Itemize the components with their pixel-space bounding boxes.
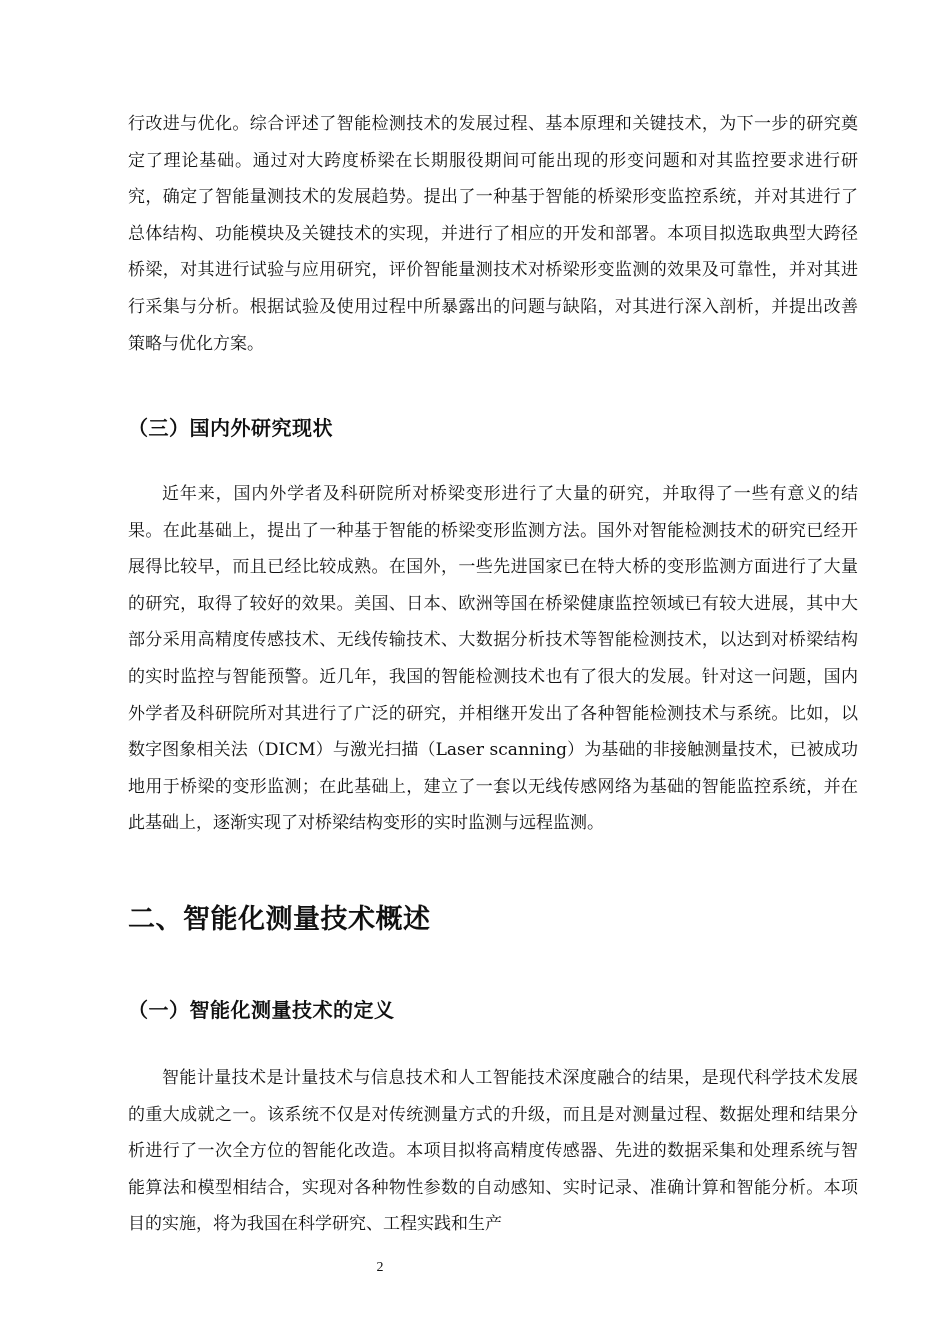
- chapter2-heading: 二、智能化测量技术概述: [128, 903, 431, 935]
- document-page: [128, 106, 858, 1243]
- intro-paragraph: 行改进与优化。综合评述了智能检测技术的发展过程、基本原理和关键技术，为下一步的研究奠定了理论基础。通过对大跨度桥梁在长期服役期间可能出现的形变问题和对其监控要求进行研究，确定了智能量测技术的发展趋势。提出了一种基于智能的桥梁形变监控系统，并对其进行了总体结构、功能模块及关键技术的实现，并进行了相应的开发和部署。本项目拟选取典型大跨径桥梁，对其进行试验与应用研究，评价智能量测技术对桥梁形变监测的效果及可靠性，并对其进行采集与分析。根据试验及使用过程中所暴露出的问题与缺陷，对其进行深入剖析，并提出改善策略与优化方案。: [128, 114, 858, 354]
- section1-heading: （一）智能化测量技术的定义: [128, 997, 395, 1022]
- page-number: 2: [376, 1260, 384, 1275]
- section1-paragraph: 智能计量技术是计量技术与信息技术和人工智能技术深度融合的结果，是现代科学技术发展的重大成就之一。该系统不仅是对传统测量方式的升级，而且是对测量过程、数据处理和结果分析进行了一次全方位的智能化改造。本项目拟将高精度传感器、先进的数据采集和处理系统与智能算法和模型相结合，实现对各种物性参数的自动感知、实时记录、准确计算和智能分析。本项目的实施，将为我国在科学研究、工程实践和生产: [128, 1067, 858, 1235]
- section3-heading: （三）国内外研究现状: [128, 416, 333, 440]
- section3-paragraph: 近年来，国内外学者及科研院所对桥梁变形进行了大量的研究，并取得了一些有意义的结果。在此基础上，提出了一种基于智能的桥梁变形监测方法。国外对智能检测技术的研究已经开展得比较早，而且已经比较成熟。在国外，一些先进国家已在特大桥的变形监测方面进行了大量的研究，取得了较好的效果。美国、日本、欧洲等国在桥梁健康监控领域已有较大进展，其中大部分采用高精度传感技术、无线传输技术、大数据分析技术等智能检测技术，以达到对桥梁结构的实时监控与智能预警。近几年，我国的智能检测技术也有了很大的发展。针对这一问题，国内外学者及科研院所对其进行了广泛的研究，并相继开发出了各种智能检测技术与系统。比如，以数字图象相关法（DICM）与激光扫描（Laser scanning）为基础的非接触测量技术，已被成功地用于桥梁的变形监测；在此基础上，建立了一套以无线传感网络为基础的智能监控系统，并在此基础上，逐渐实现了对桥梁结构变形的实时监测与远程监测。: [128, 484, 858, 834]
